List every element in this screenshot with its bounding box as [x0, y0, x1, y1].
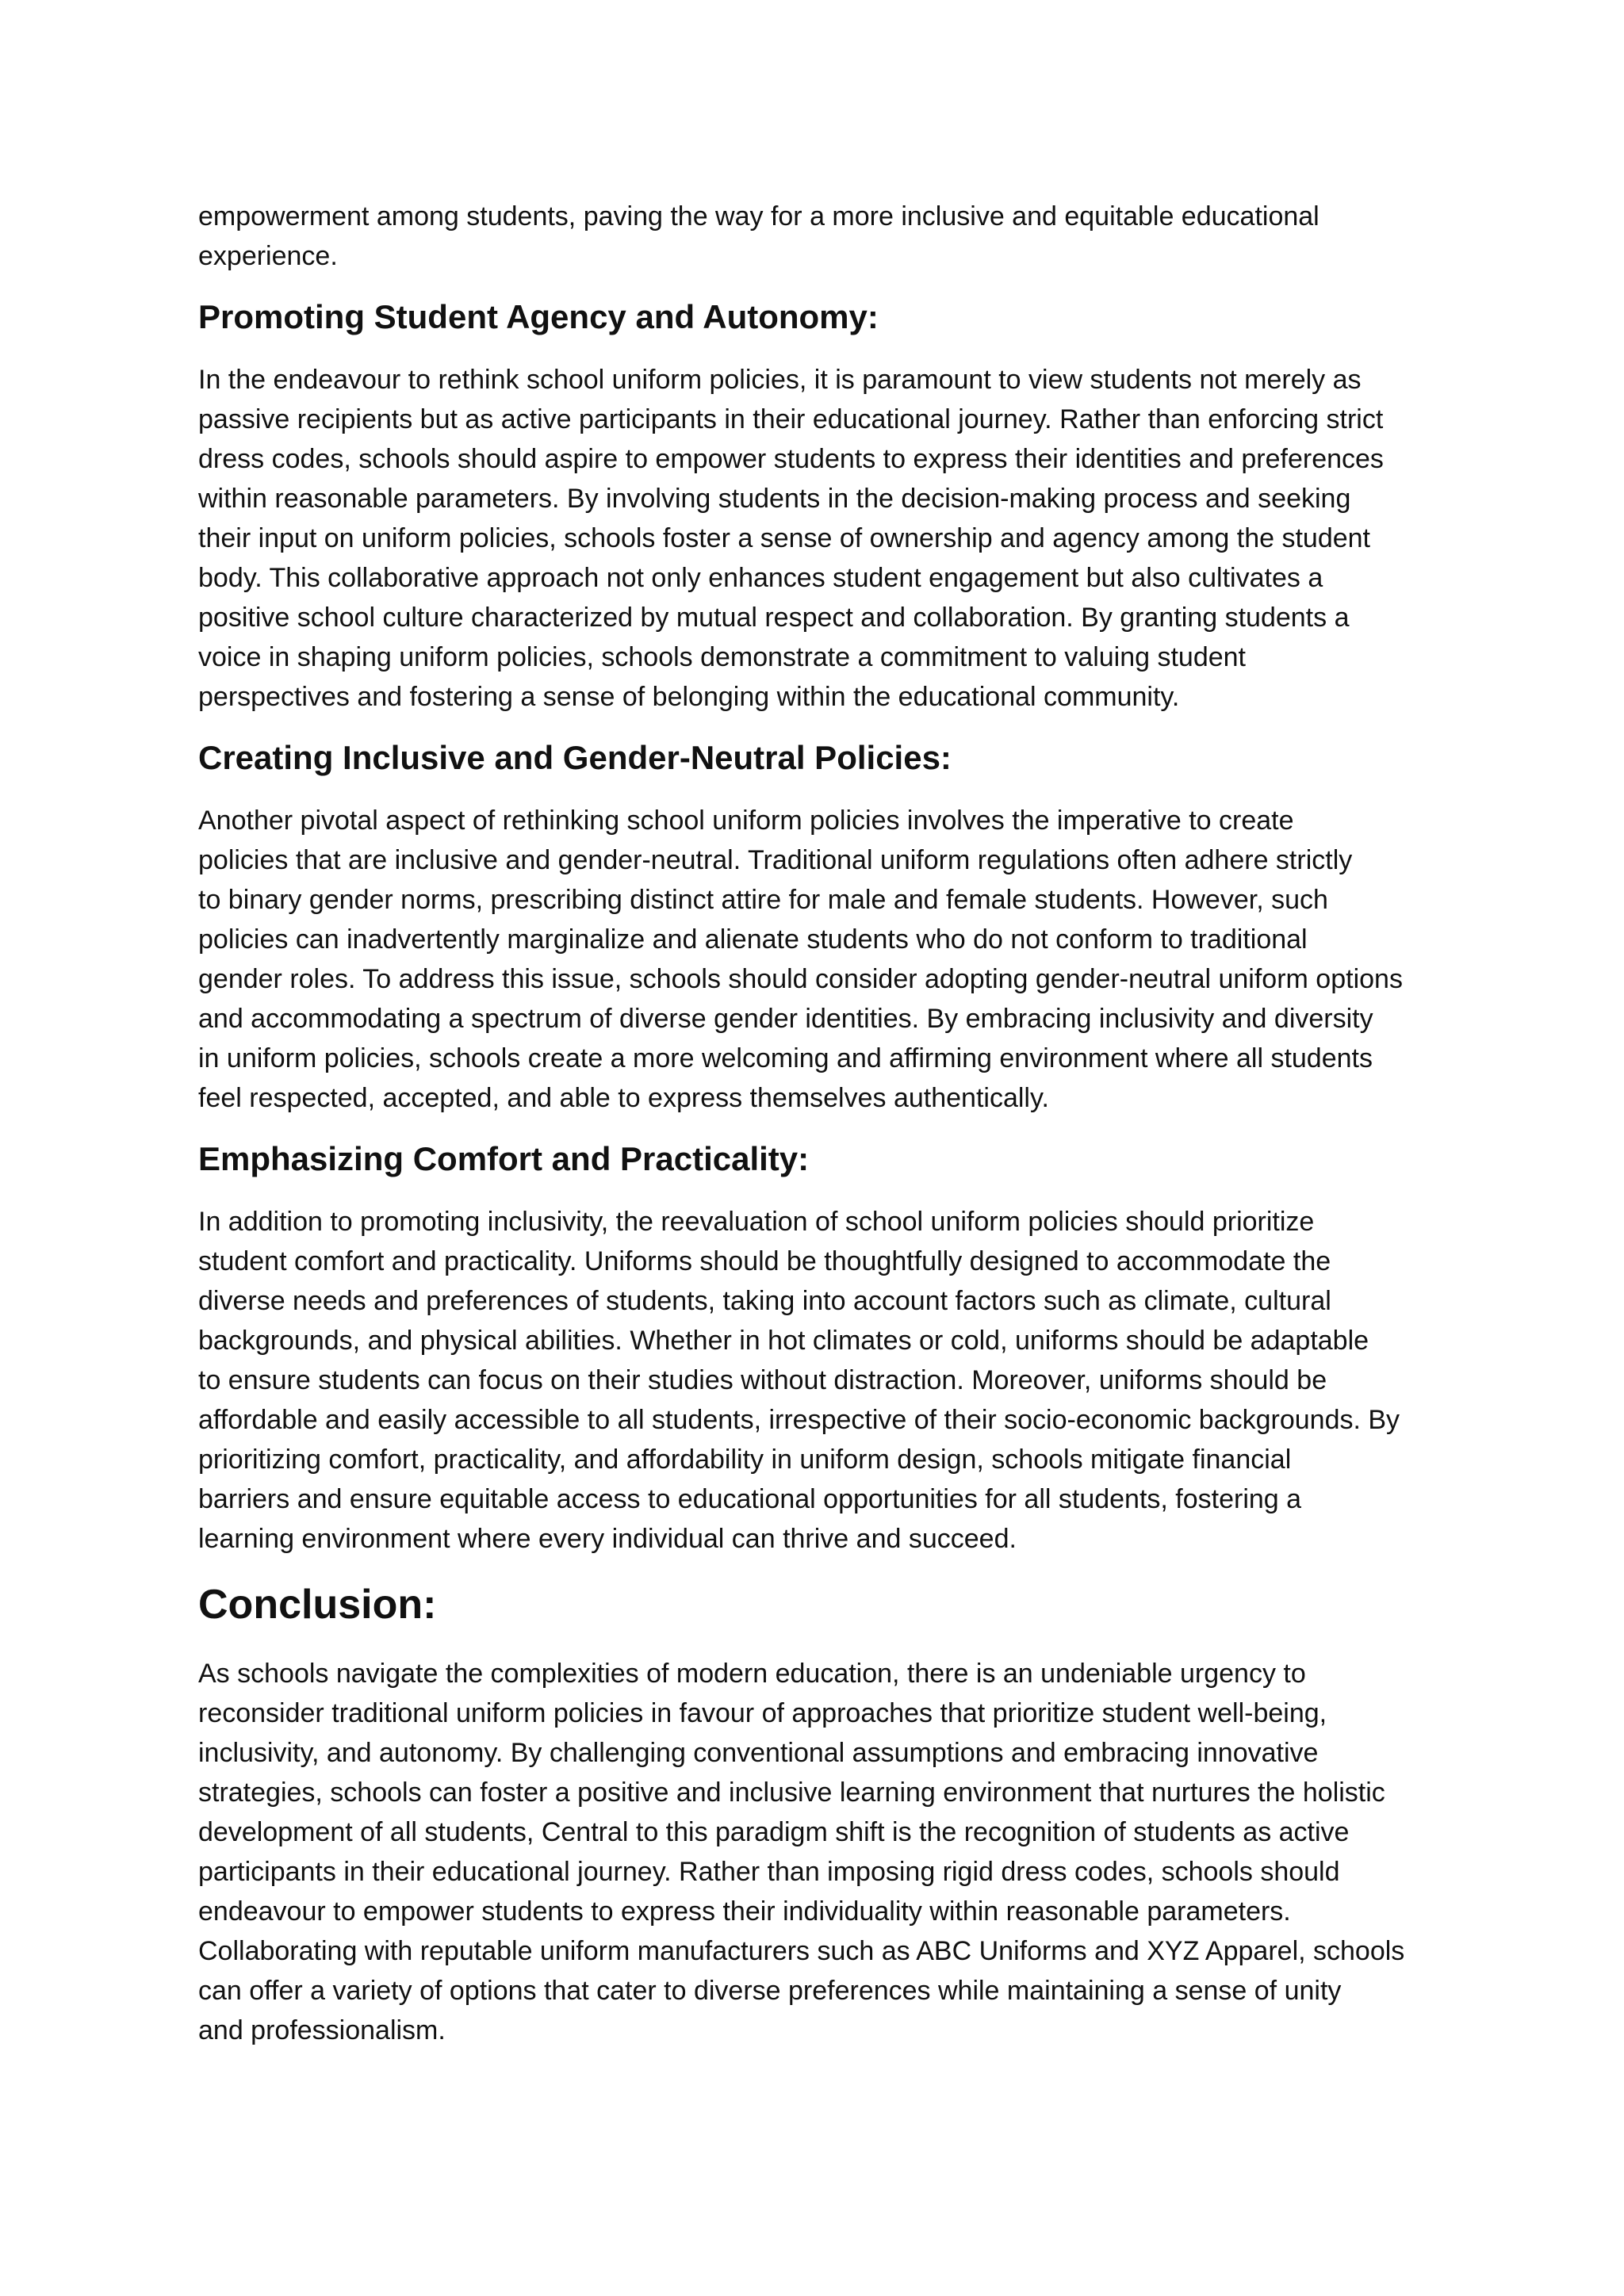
section-paragraph-student-agency [198, 360, 1451, 717]
conclusion-paragraph [198, 1654, 1451, 2050]
paragraph-line: learning environment where every individual can thrive and succeed. [198, 1524, 1017, 1554]
paragraph-line: within reasonable parameters. By involving students in the decision-making process and seeking [198, 484, 1351, 514]
paragraph-line: In the endeavour to rethink school uniform policies, it is paramount to view students not merely as [198, 365, 1362, 395]
paragraph-line: endeavour to empower students to express their individuality within reasonable parameters. [198, 1896, 1291, 1927]
paragraph-line: empowerment among students, paving the way for a more inclusive and equitable educational [198, 201, 1320, 232]
section-heading-inclusive-policies: Creating Inclusive and Gender-Neutral Policies: [198, 739, 952, 776]
paragraph-line: Collaborating with reputable uniform manufacturers such as ABC Uniforms and XYZ Apparel, schools [198, 1936, 1405, 1966]
section-paragraph-inclusive-policies [198, 801, 1451, 1118]
paragraph-line: policies that are inclusive and gender-neutral. Traditional uniform regulations often adhere strictly [198, 845, 1353, 875]
paragraph-line: to binary gender norms, prescribing distinct attire for male and female students. However, such [198, 885, 1328, 915]
intro-paragraph [198, 197, 1451, 276]
paragraph-line: strategies, schools can foster a positive and inclusive learning environment that nurtures the holistic [198, 1777, 1385, 1808]
paragraph-line: to ensure students can focus on their studies without distraction. Moreover, uniforms should be [198, 1365, 1327, 1395]
paragraph-line: can offer a variety of options that cater to diverse preferences while maintaining a sense of unity [198, 1976, 1342, 2006]
paragraph-line: dress codes, schools should aspire to empower students to express their identities and preferences [198, 444, 1384, 474]
paragraph-line: gender roles. To address this issue, schools should consider adopting gender-neutral uniform options [198, 964, 1403, 994]
paragraph-line: diverse needs and preferences of students, taking into account factors such as climate, cultural [198, 1286, 1331, 1316]
conclusion-heading: Conclusion: [198, 1582, 437, 1628]
paragraph-line: participants in their educational journey. Rather than imposing rigid dress codes, schools should [198, 1857, 1340, 1887]
paragraph-line: reconsider traditional uniform policies in favour of approaches that prioritize student well-being, [198, 1698, 1327, 1728]
paragraph-line: barriers and ensure equitable access to educational opportunities for all students, fostering a [198, 1484, 1302, 1514]
paragraph-line: inclusivity, and autonomy. By challenging conventional assumptions and embracing innovative [198, 1738, 1319, 1768]
paragraph-line: policies can inadvertently marginalize and alienate students who do not conform to traditional [198, 924, 1308, 955]
paragraph-line: perspectives and fostering a sense of belonging within the educational community. [198, 682, 1180, 712]
paragraph-line: prioritizing comfort, practicality, and affordability in uniform design, schools mitigate financial [198, 1445, 1292, 1475]
paragraph-line: and accommodating a spectrum of diverse gender identities. By embracing inclusivity and diversity [198, 1004, 1373, 1034]
document-body [198, 197, 1451, 2050]
paragraph-line: development of all students, Central to this paradigm shift is the recognition of students as active [198, 1817, 1350, 1847]
paragraph-line: In addition to promoting inclusivity, the reevaluation of school uniform policies should prioritize [198, 1207, 1315, 1237]
paragraph-line: experience. [198, 241, 338, 271]
paragraph-line: and professionalism. [198, 2015, 446, 2045]
paragraph-line: affordable and easily accessible to all students, irrespective of their socio-economic backgrounds. By [198, 1405, 1400, 1435]
section-heading-student-agency: Promoting Student Agency and Autonomy: [198, 298, 879, 335]
paragraph-line: feel respected, accepted, and able to express themselves authentically. [198, 1083, 1049, 1113]
paragraph-line: As schools navigate the complexities of modern education, there is an undeniable urgency to [198, 1659, 1306, 1689]
paragraph-line: passive recipients but as active participants in their educational journey. Rather than enforcing strict [198, 404, 1384, 434]
section-heading-comfort-practicality: Emphasizing Comfort and Practicality: [198, 1140, 810, 1177]
paragraph-line: positive school culture characterized by mutual respect and collaboration. By granting students a [198, 603, 1350, 633]
paragraph-line: student comfort and practicality. Uniforms should be thoughtfully designed to accommodate the [198, 1246, 1331, 1276]
paragraph-line: voice in shaping uniform policies, schools demonstrate a commitment to valuing student [198, 642, 1247, 672]
paragraph-line: in uniform policies, schools create a more welcoming and affirming environment where all students [198, 1043, 1373, 1073]
paragraph-line: body. This collaborative approach not only enhances student engagement but also cultivates a [198, 563, 1323, 593]
paragraph-line: backgrounds, and physical abilities. Whether in hot climates or cold, uniforms should be adaptable [198, 1326, 1369, 1356]
paragraph-line: their input on uniform policies, schools foster a sense of ownership and agency among the student [198, 523, 1370, 553]
section-paragraph-comfort-practicality [198, 1202, 1451, 1559]
paragraph-line: Another pivotal aspect of rethinking school uniform policies involves the imperative to create [198, 806, 1294, 836]
